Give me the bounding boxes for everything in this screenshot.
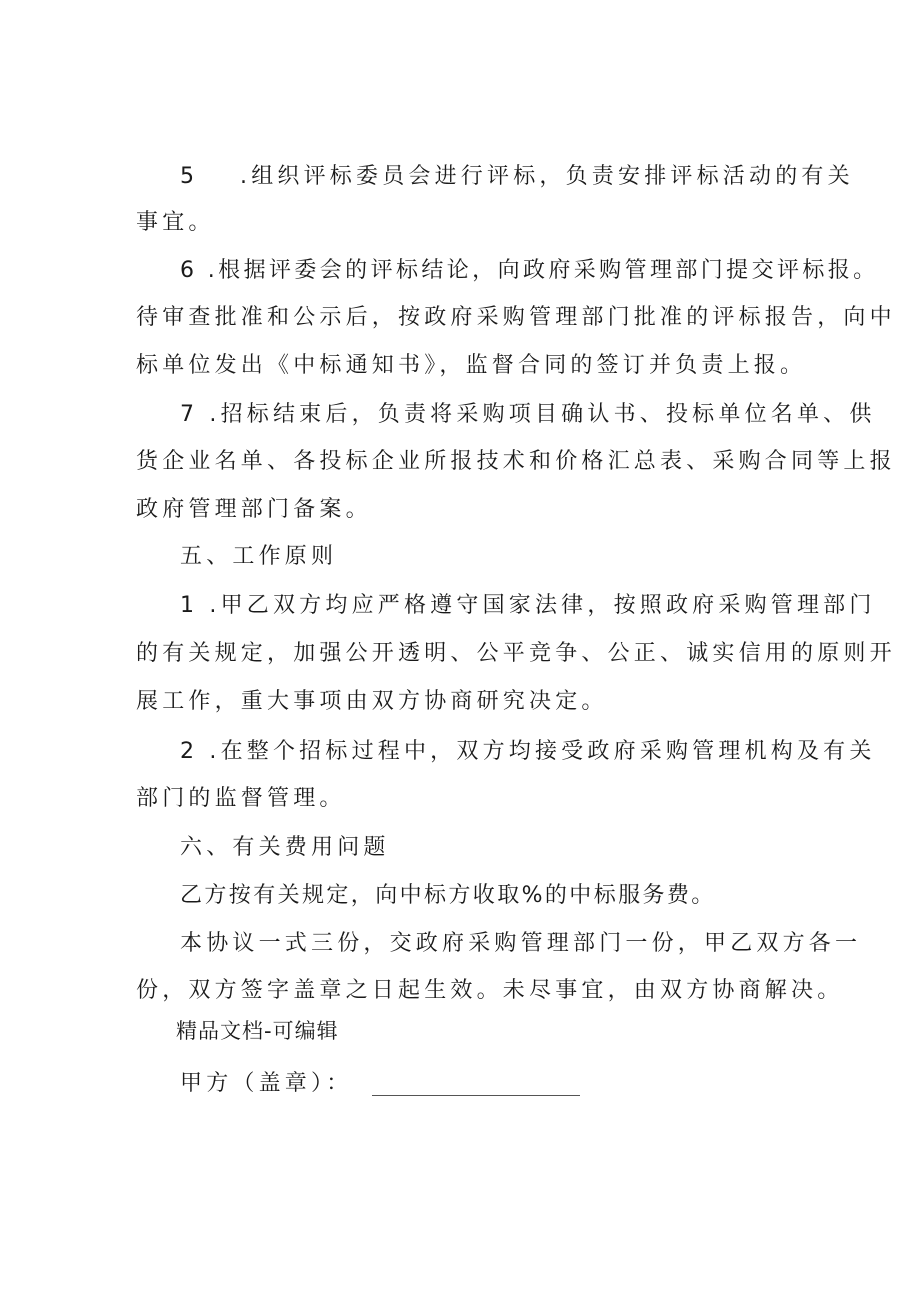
item-6-line-2: 待审查批准和公示后，按政府采购管理部门批准的评标报告，向中 [136, 305, 896, 330]
section-5-p2-line-1: 2 .在整个招标过程中，双方均接受政府采购管理机构及有关 [180, 739, 876, 764]
section-6-p1: 乙方按有关规定，向中标方收取%的中标服务费。 [180, 883, 716, 908]
item-5-number: 5 [180, 164, 199, 189]
party-a-signature-blank[interactable] [372, 1075, 580, 1096]
section-6-p2-line-1: 本协议一式三份，交政府采购管理部门一份，甲乙双方各一 [180, 931, 862, 956]
item-6-line-1: 6 .根据评委会的评标结论，向政府采购管理部门提交评标报。 [180, 258, 879, 283]
section-5-p1-line-2: 的有关规定，加强公开透明、公平竞争、公正、诚实信用的原则开 [136, 641, 896, 666]
item-6-line-3: 标单位发出《中标通知书》，监督合同的签订并负责上报。 [136, 353, 807, 378]
section-6-heading: 六、有关费用问题 [180, 835, 390, 860]
section-5-p2-line-2: 部门的监督管理。 [136, 786, 346, 811]
item-5-line-1: 5 .组织评标委员会进行评标，负责安排评标活动的有关 [180, 162, 854, 192]
section-5-p1-line-3: 展工作，重大事项由双方协商研究决定。 [136, 689, 608, 714]
party-a-signature-row [180, 1069, 580, 1099]
party-a-label: 甲方（盖章）： [180, 1071, 353, 1096]
item-7-line-3: 政府管理部门备案。 [136, 497, 372, 522]
section-6-p2-line-2: 份，双方签字盖章之日起生效。未尽事宜，由双方协商解决。 [136, 978, 844, 1003]
item-7-line-1: 7 .招标结束后，负责将采购项目确认书、投标单位名单、供 [180, 402, 876, 427]
section-5-heading: 五、工作原则 [180, 544, 338, 569]
item-5-line-2: 事宜。 [136, 210, 215, 235]
watermark-text: 精品文档-可编辑 [176, 1019, 339, 1043]
item-7-line-2: 货企业名单、各投标企业所报技术和价格汇总表、采购合同等上报 [136, 449, 896, 474]
section-5-p1-line-1: 1 .甲乙双方均应严格遵守国家法律，按照政府采购管理部门 [180, 593, 876, 618]
